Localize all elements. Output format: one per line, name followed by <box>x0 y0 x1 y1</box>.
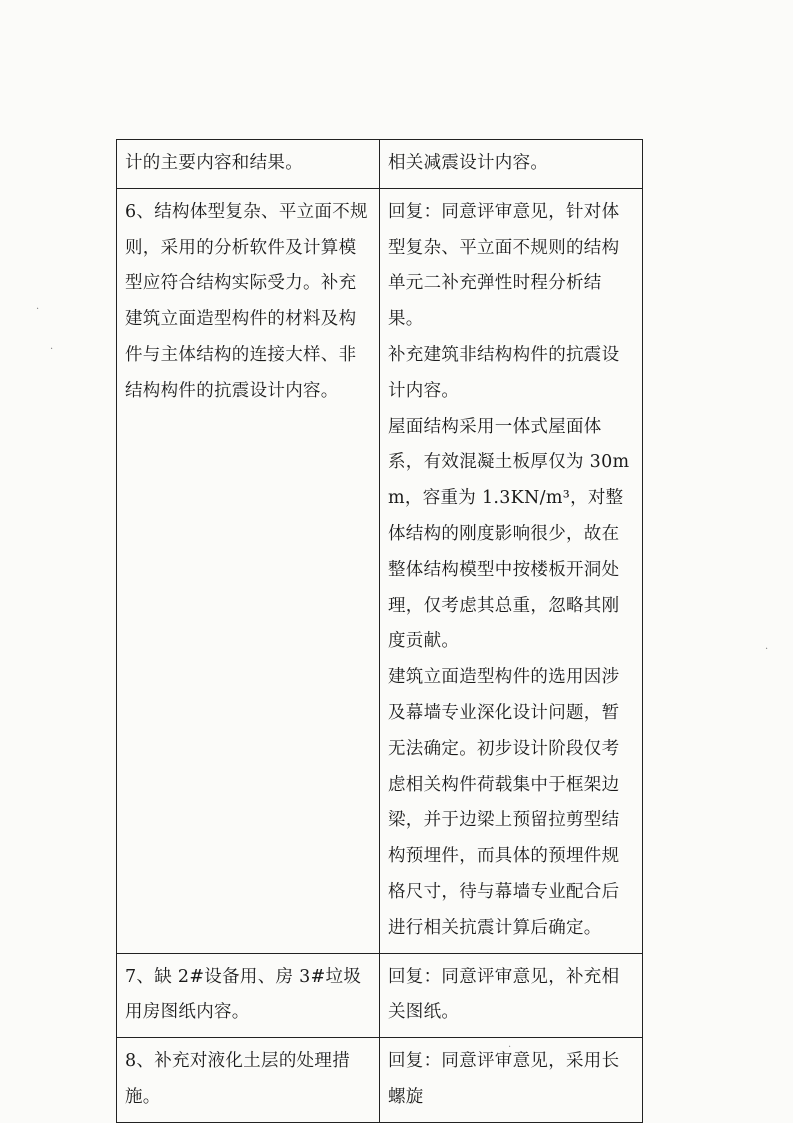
reply-text: 补充建筑非结构构件的抗震设计内容。 <box>388 344 620 401</box>
reply-text: 屋面结构采用一体式屋面体系，有效混凝土板厚仅为 30mm，容重为 1.3KN/m³，对整体结构的刚度影响很少，故在整体结构模型中按楼板开洞处理，仅考虑其总重，忽略其刚度贡献。 <box>388 416 630 652</box>
review-comment-cell <box>117 953 380 1038</box>
review-comment-cell <box>117 140 380 189</box>
reply-text: 回复：同意评审意见，采用长螺旋 <box>388 1051 620 1107</box>
reply-cell <box>380 188 643 953</box>
reply-text: 回复：同意评审意见，针对体型复杂、平立面不规则的结构单元二补充弹性时程分析结果。 <box>388 201 620 330</box>
review-comment-text: 计的主要内容和结果。 <box>125 153 303 173</box>
review-comment-cell <box>117 188 380 953</box>
review-comment-text: 7、缺 2#设备用、房 3#垃圾用房图纸内容。 <box>125 966 362 1023</box>
reply-text: 回复：同意评审意见，补充相关图纸。 <box>388 966 620 1023</box>
reply-text: 建筑立面造型构件的选用因涉及幕墙专业深化设计问题，暂无法确定。初步设计阶段仅考虑相关构件荷载集中于框架边梁，并于边梁上预留拉剪型结构预埋件，而具体的预埋件规格尺寸，待与幕墙专业配合后进行相关抗震计算后确定。 <box>388 667 620 938</box>
table-row <box>117 140 643 189</box>
table-row <box>117 1038 643 1123</box>
review-comment-text: 6、结构体型复杂、平立面不规则，采用的分析软件及计算模型应符合结构实际受力。补充建筑立面造型构件的材料及构件与主体结构的连接大样、非结构构件的抗震设计内容。 <box>125 201 368 401</box>
scan-speck: · <box>50 344 54 355</box>
reply-text: 相关减震设计内容。 <box>388 153 549 173</box>
scan-speck: · <box>36 304 40 315</box>
table-row <box>117 953 643 1038</box>
reply-cell <box>380 953 643 1038</box>
review-comment-text: 8、补充对液化土层的处理措施。 <box>125 1051 351 1107</box>
review-comment-cell <box>117 1038 380 1123</box>
table-row <box>117 188 643 953</box>
scan-speck: · <box>508 1042 512 1053</box>
review-response-table <box>116 139 643 1123</box>
reply-cell <box>380 140 643 189</box>
reply-cell <box>380 1038 643 1123</box>
scan-speck: · <box>765 644 769 655</box>
